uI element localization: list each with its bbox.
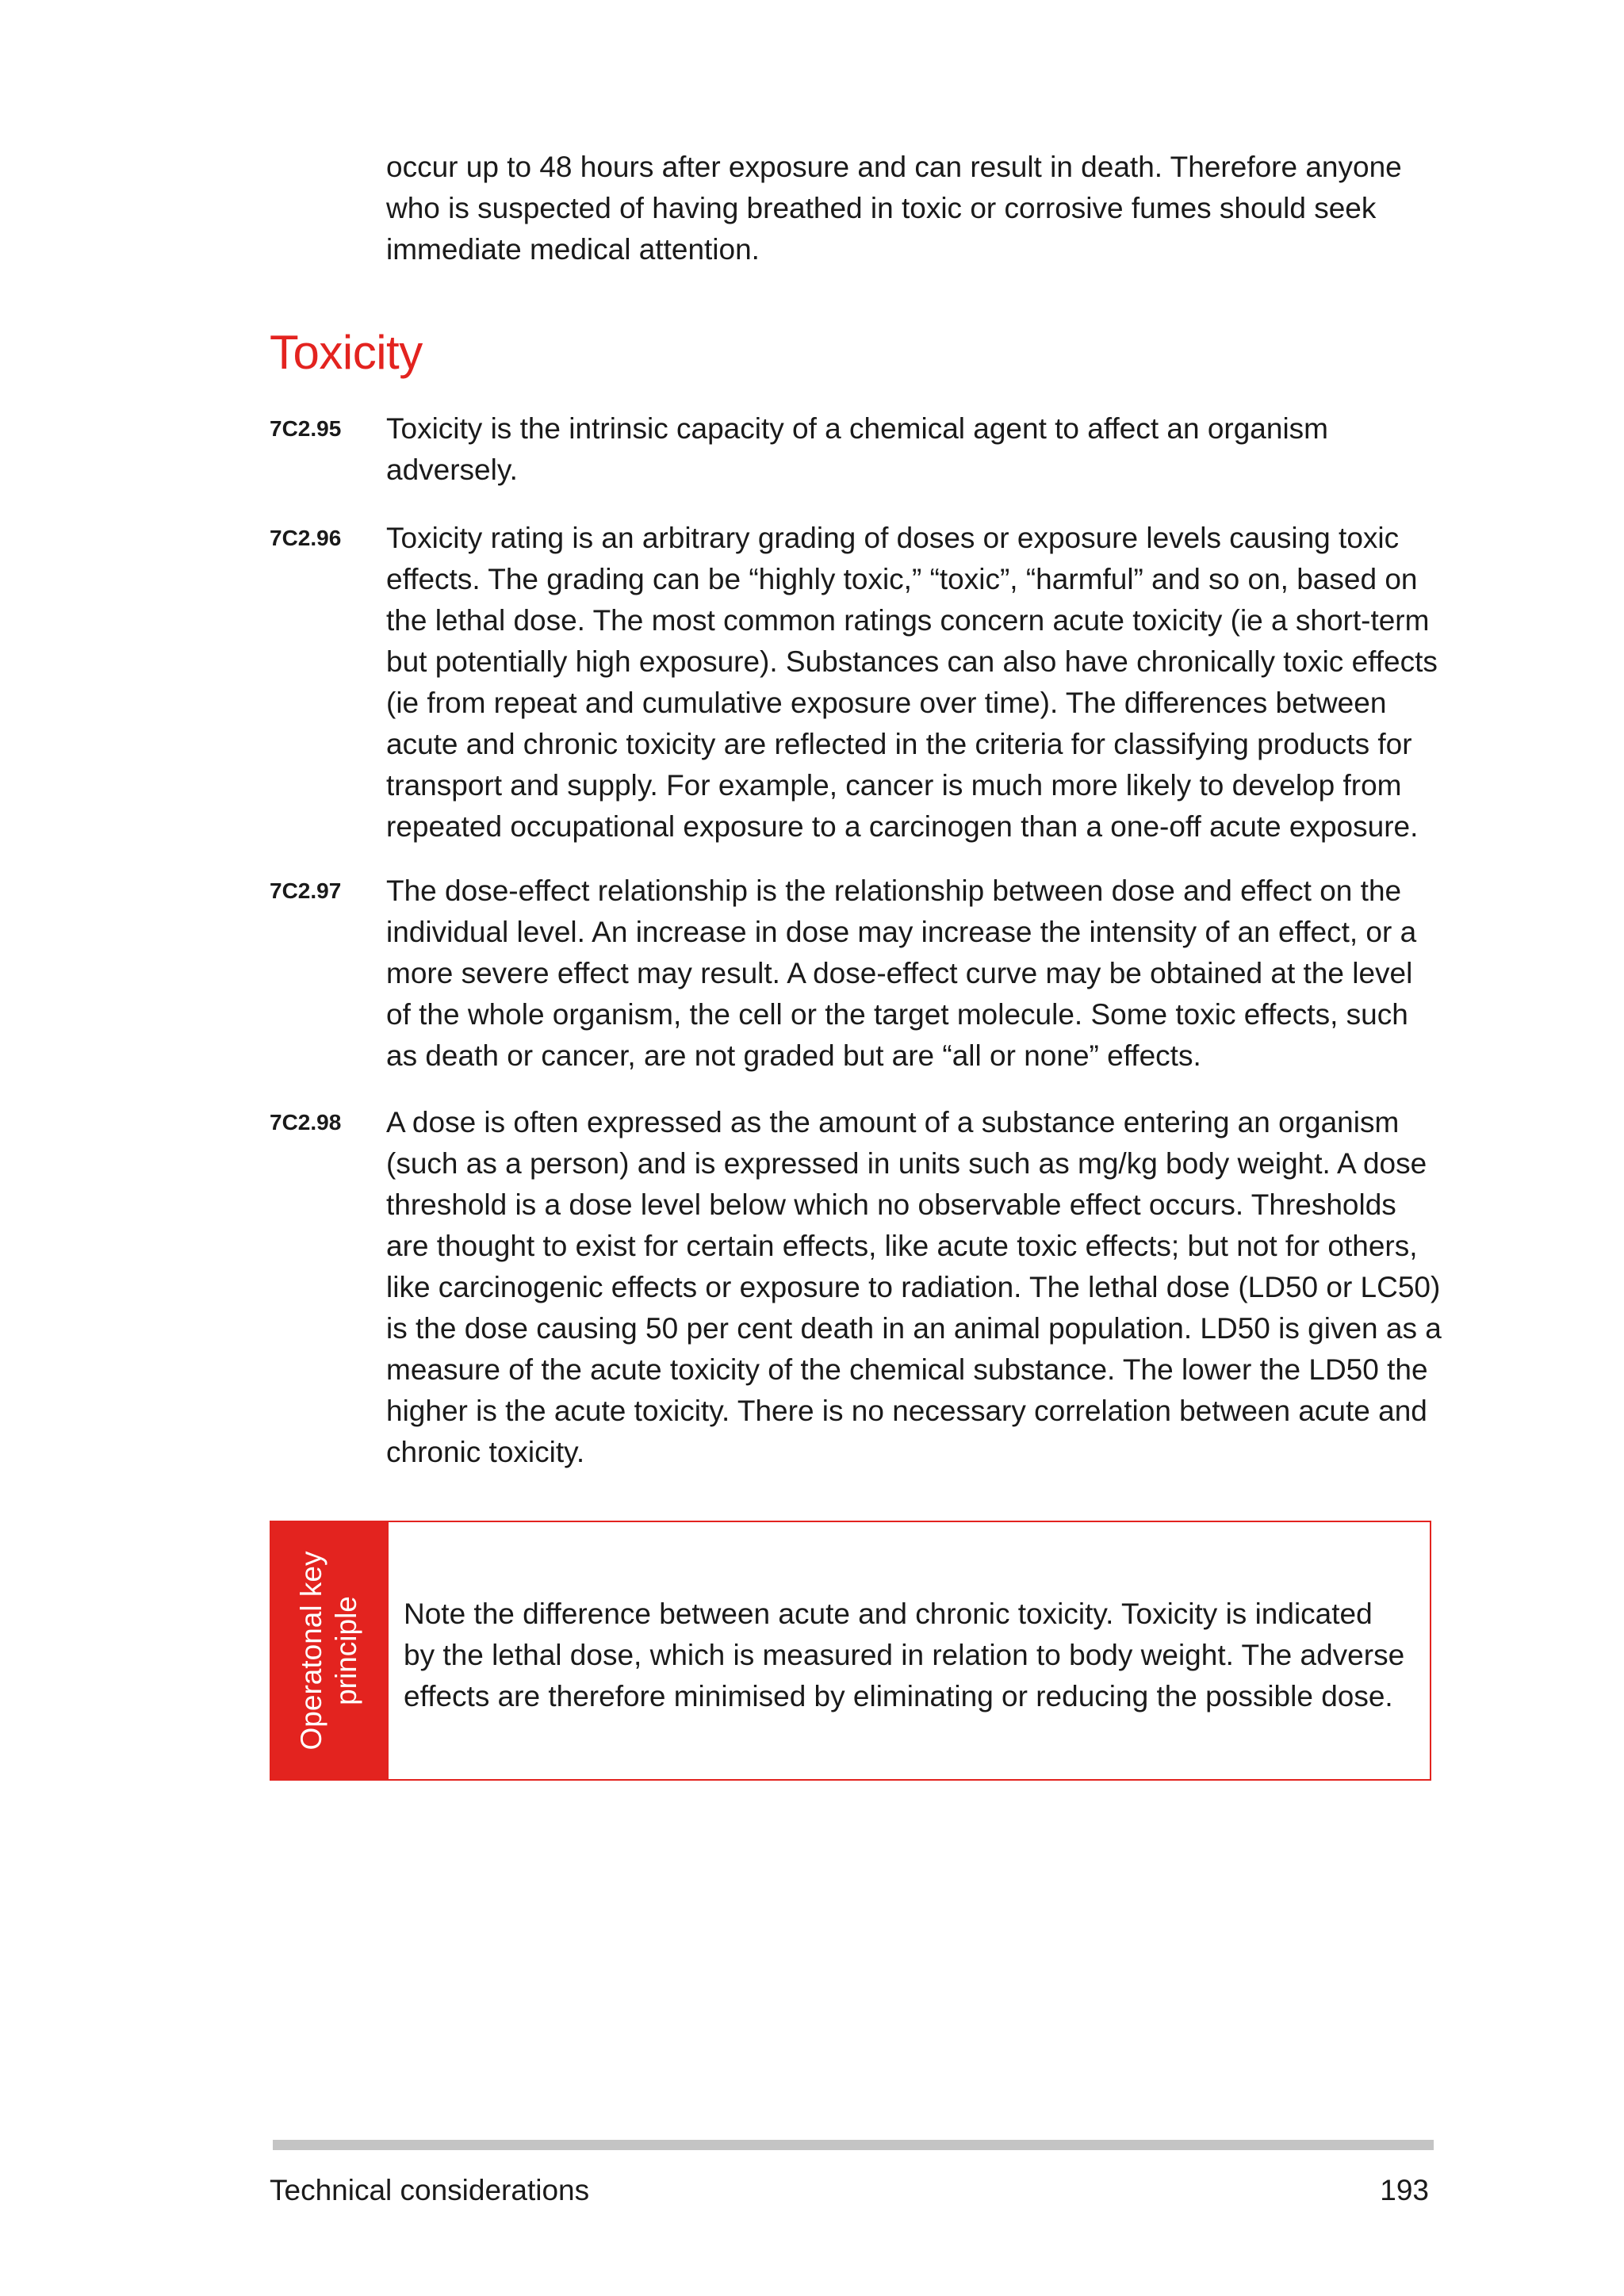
paragraph-text: Toxicity is the intrinsic capacity of a chemical agent to affect an organism adversely. <box>386 412 1328 486</box>
key-principle-label <box>294 1552 364 1751</box>
footer-section-title: Technical considerations <box>270 2174 590 2206</box>
key-principle-text: Note the difference between acute and chronic toxicity. Toxicity is indicated by the lethal dose, which is measured in relation to body weight. The adverse effects are therefore minimised by eliminating or reducing the possible dose. <box>404 1598 1405 1712</box>
page-number: 193 <box>1380 2174 1429 2206</box>
paragraph-number: 7C2.97 <box>270 878 342 903</box>
paragraph-number: 7C2.98 <box>270 1110 342 1135</box>
paragraph-number: 7C2.96 <box>270 526 342 550</box>
paragraph-text: Toxicity rating is an arbitrary grading of doses or exposure levels causing toxic effects. The grading can be “highly toxic,” “toxic”, “harmful” and so on, based on the lethal dose. The most common ratings concern acute toxicity (ie a short-term but potentially high exposure). Substances can also have chronically toxic effects (ie from repeat and cumulative exposure over time). The differences between acute and chronic toxicity are reflected in the criteria for classifying products for transport and supply. For example, cancer is much more likely to develop from repeated occupational exposure to a carcinogen than a one-off acute exposure. <box>386 522 1438 843</box>
key-principle-box <box>270 1521 1431 1781</box>
section-heading: Toxicity <box>270 326 423 379</box>
footer-rule <box>273 2140 1434 2150</box>
paragraph-text: The dose-effect relationship is the relationship between dose and effect on the individual level. An increase in dose may increase the intensity of an effect, or a more severe effect may result. A dose-effect curve may be obtained at the level of the whole organism, the cell or the target molecule. Some toxic effects, such as death or cancer, are not graded but are “all or none” effects. <box>386 874 1417 1072</box>
key-principle-label-panel <box>270 1521 389 1781</box>
paragraph-number: 7C2.95 <box>270 416 342 441</box>
paragraph-text: A dose is often expressed as the amount of a substance entering an organism (such as a person) and is expressed in units such as mg/kg body weight. A dose threshold is a dose level below which no observable effect occurs. Thresholds are thought to exist for certain effects, like acute toxic effects; but not for others, like carcinogenic effects or exposure to radiation. The lethal dose (LD50 or LC50) is the dose causing 50 per cent death in an animal population. LD50 is given as a measure of the acute toxicity of the chemical substance. The lower the LD50 the higher is the acute toxicity. There is no necessary correlation between acute and chronic toxicity. <box>386 1106 1442 1468</box>
intro-paragraph: occur up to 48 hours after exposure and can result in death. Therefore anyone who is suspected of having breathed in toxic or corrosive fumes should seek immediate medical attention. <box>386 151 1402 266</box>
key-principle-label-line2: principle <box>330 1596 362 1705</box>
key-principle-label-line1: Operatonal key <box>295 1551 327 1751</box>
